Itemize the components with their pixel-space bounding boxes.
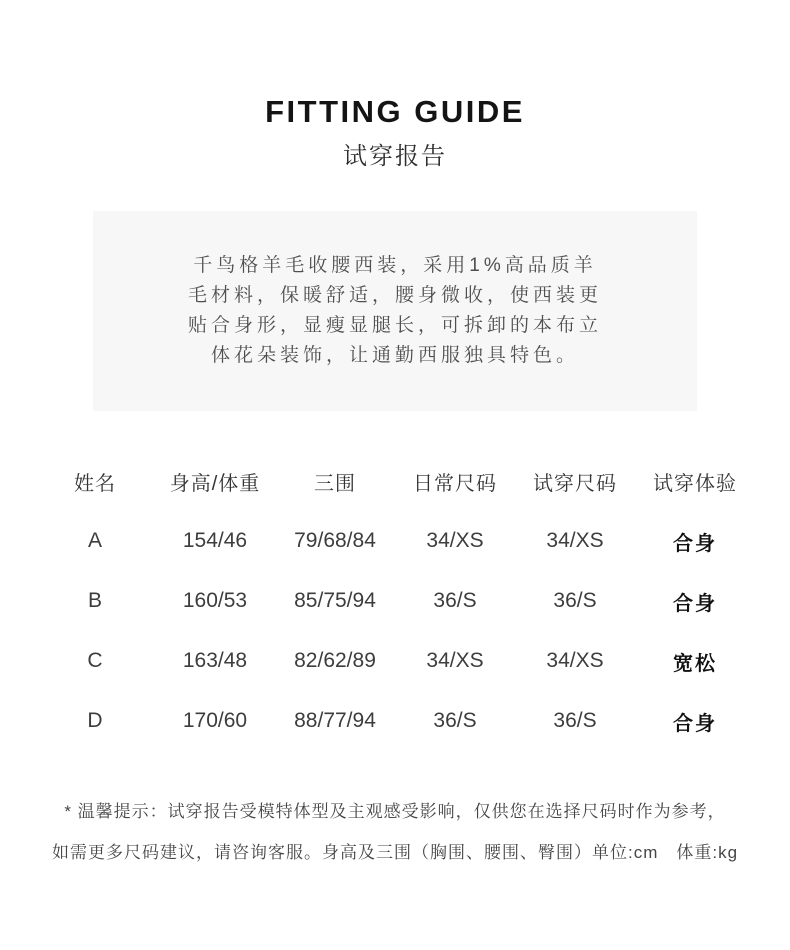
product-description-panel: [93, 211, 697, 411]
cell-name: B: [87, 589, 102, 612]
cell-height-weight: 160/53: [182, 589, 248, 612]
cell-daily-size: 36/S: [433, 589, 477, 612]
cell-measurements: 82/62/89: [294, 649, 376, 672]
cell-daily-size: 36/S: [433, 709, 477, 732]
fitting-table: [35, 451, 755, 751]
cell-fitting-size: 36/S: [553, 709, 597, 732]
cell-experience: 合身: [673, 712, 717, 735]
column-header-daily-size: 日常尺码: [413, 472, 497, 495]
cell-measurements: 85/75/94: [294, 589, 376, 612]
cell-measurements: 79/68/84: [294, 529, 376, 552]
cell-height-weight: 170/60: [182, 709, 248, 732]
cell-name: D: [87, 709, 103, 732]
cell-measurements: 88/77/94: [294, 709, 376, 732]
cell-name: A: [87, 529, 102, 552]
cell-fitting-size: 34/XS: [546, 649, 604, 672]
column-header-fitting-size: 试穿尺码: [533, 472, 617, 495]
description-line: 毛材料，保暖舒适，腰身微收，使西装更: [187, 285, 602, 306]
footnote-line-1: * 温馨提示：试穿报告受模特体型及主观感受影响，仅供您在选择尺码时作为参考，: [64, 802, 726, 821]
footnote-line-2: 如需更多尺码建议，请咨询客服。身高及三围（胸围、腰围、臀围）单位:cm 体重:kg: [51, 843, 739, 862]
description-line: 千鸟格羊毛收腰西装，采用1%高品质羊: [193, 255, 597, 276]
cell-experience: 宽松: [673, 652, 717, 675]
cell-daily-size: 34/XS: [426, 529, 484, 552]
column-header-name: 姓名: [74, 472, 116, 495]
page-subtitle: 试穿报告: [343, 143, 447, 170]
cell-fitting-size: 34/XS: [546, 529, 604, 552]
column-header-height-weight: 身高/体重: [169, 472, 261, 495]
column-header-measurements: 三围: [314, 472, 356, 495]
cell-height-weight: 154/46: [182, 529, 248, 552]
description-line: 贴合身形，显瘦显腿长，可拆卸的本布立: [187, 315, 602, 336]
cell-experience: 合身: [673, 592, 717, 615]
description-line: 体花朵装饰，让通勤西服独具特色。: [210, 345, 579, 366]
page-title: FITTING GUIDE: [265, 94, 525, 129]
column-header-experience: 试穿体验: [653, 472, 737, 495]
cell-name: C: [87, 649, 103, 672]
cell-daily-size: 34/XS: [426, 649, 484, 672]
cell-height-weight: 163/48: [182, 649, 248, 672]
cell-fitting-size: 36/S: [553, 589, 597, 612]
cell-experience: 合身: [673, 532, 717, 555]
